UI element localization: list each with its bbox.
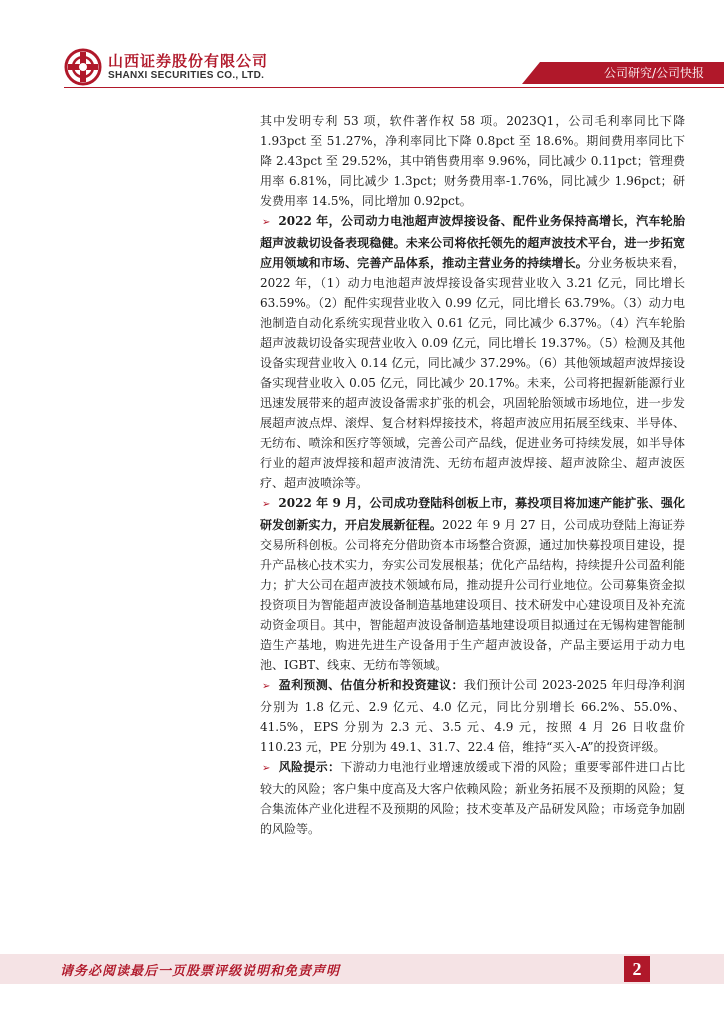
arrow-bullet-icon: ➢ [262,499,271,510]
paragraph-text: 2022 年 9 月 27 日，公司成功登陆上海证券交易所科创板。公司将充分借助资本市场整合资源，通过加快募投项目建设，提升产品核心技术实力，夯实公司发展根基；优化产品结构，持续提升公司盈利能力；扩大公司在超声波技术领域布局，推动提升公司行业地位。公司募集资金拟投资项目为智能超声波设备制造基地建设项目、技术研发中心建设项目及补充流动资金项目。其中，智能超声波设备制造基地建设项目拟通过在无锡构建智能制造生产基地，购进先进生产设备用于生产超声波设备，产品主要运用于动力电池、IGBT、线束、无纺布等领域。 [260,518,685,672]
company-name-en: SHANXI SECURITIES CO., LTD. [108,70,265,81]
paragraph-1 [260,111,685,211]
paragraph-heading: 2022 年，公司动力电池超声波焊接设备、配件业务保持高增长，汽车轮胎超声波裁切设备表现稳健。未来公司将依托领先的超声波技术平台，进一步拓宽应用领域和市场、完善产品体系，推动主营业务的持续增长。 [260,214,685,270]
paragraph-5 [260,757,685,839]
arrow-bullet-icon: ➢ [262,681,271,692]
paragraph-heading: 风险提示： [278,760,341,774]
arrow-bullet-icon: ➢ [262,763,271,774]
paragraph-2 [260,211,685,493]
company-logo-icon [64,48,102,86]
footer-disclaimer: 请务必阅读最后一页股票评级说明和免责声明 [60,964,341,979]
company-name-cn: 山西证券股份有限公司 [108,52,269,70]
paragraph-text: 我们预计公司 2023-2025 年归母净利润分别为 1.8 亿元、2.9 亿元、4.0 亿元，同比分别增长 66.2%、55.0%、41.5%，EPS 分别为 2.3 元、3.5 元、4.9 元，按照 4 月 26 日收盘价 110.23 元，PE 分别为 49.1、31.7、22.4 倍，维持“买入-A”的投资评级。 [260,678,685,754]
paragraph-4 [260,675,685,757]
page-header [0,0,724,90]
report-type-tag: 公司研究/公司快报 [603,66,704,80]
header-band [540,62,724,84]
paragraph-text: 其中发明专利 53 项，软件著作权 58 项。2023Q1，公司毛利率同比下降 1.93pct 至 51.27%，净利率同比下降 0.8pct 至 18.6%。期间费用率同比下降 2.43pct 至 29.52%，其中销售费用率 9.96%，同比减少 0.11pct；管理费用率 6.81%，同比减少 1.3pct；财务费用率-1.76%，同比减少 1.96pct；研发费用率 14.5%，同比增加 0.92pct。 [260,114,685,208]
paragraph-3 [260,493,685,675]
paragraph-heading: 2022 年 9 月，公司成功登陆科创板上市，募投项目将加速产能扩张、强化研发创新实力，开启发展新征程。 [260,496,685,532]
report-body [260,111,685,839]
paragraph-text: 分业务板块来看，2022 年，（1）动力电池超声波焊接设备实现营业收入 3.21 亿元，同比增长 63.59%。（2）配件实现营业收入 0.99 亿元，同比增长 63.79%。（3）动力电池制造自动化系统实现营业收入 0.61 亿元，同比减少 6.37%。（4）汽车轮胎超声波裁切设备实现营业收入 0.09 亿元，同比增长 19.37%。（5）检测及其他设备实现营业收入 0.14 亿元，同比减少 37.29%。（6）其他领域超声波焊接设备实现营业收入 0.05 亿元，同比减少 20.17%。未来，公司将把握新能源行业迅速发展带来的超声波设备需求扩张的机会，巩固轮胎领域市场地位，进一步发展超声波点焊、滚焊、复合材料焊接技术，将超声波应用拓展至线束、半导体、无纺布、喷涂和医疗等领域，完善公司产品线，促进业务可持续发展，如半导体行业的超声波焊接和超声波清洗、无纺布超声波焊接、超声波除尘、超声波医疗、超声波喷涂等。 [260,256,685,490]
paragraph-heading: 盈利预测、估值分析和投资建议： [278,678,464,692]
paragraph-text: 下游动力电池行业增速放缓或下滑的风险；重要零部件进口占比较大的风险；客户集中度高及大客户依赖风险；新业务拓展不及预期的风险；复合集流体产业化进程不及预期的风险；技术变革及产品研发风险；市场竞争加剧的风险等。 [260,760,685,836]
arrow-bullet-icon: ➢ [262,217,271,228]
header-divider [64,87,724,88]
page-number: 2 [624,956,650,982]
